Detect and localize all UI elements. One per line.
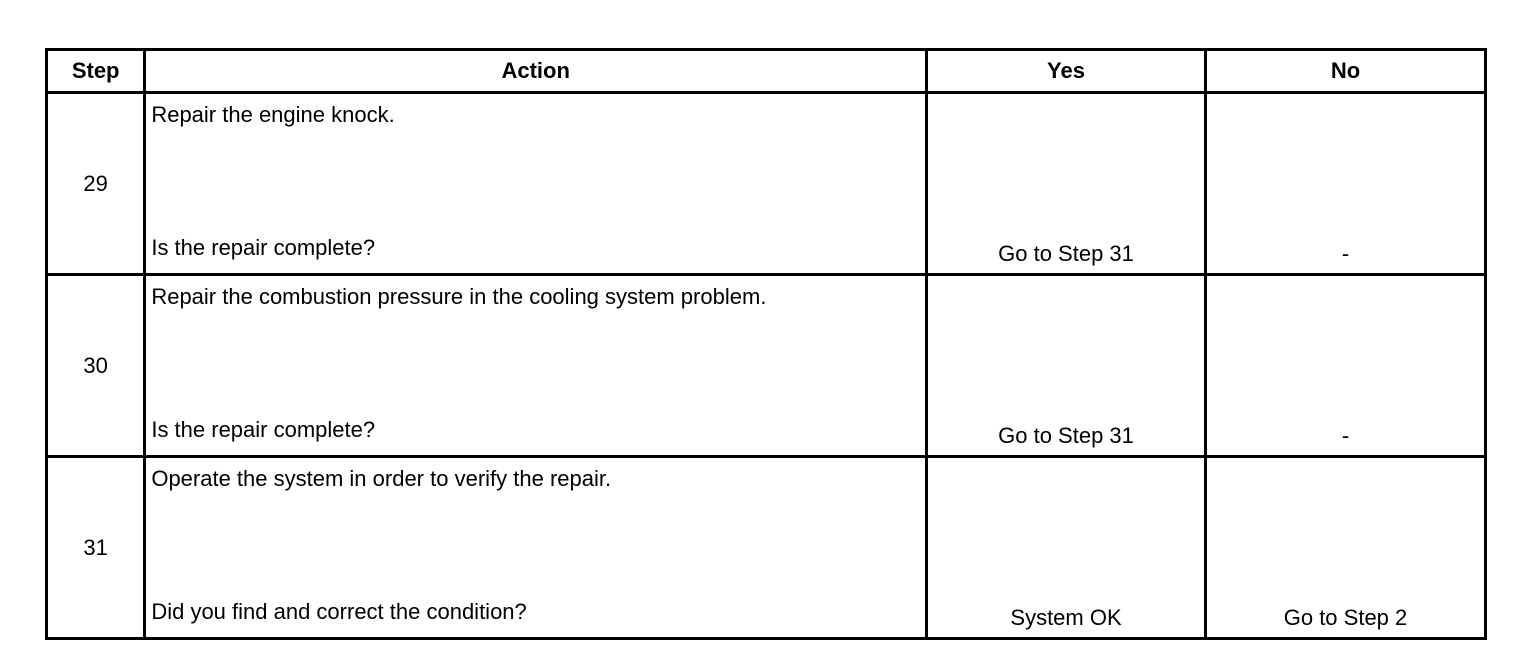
header-action: Action — [145, 50, 927, 93]
step-number: 31 — [47, 457, 145, 639]
action-cell — [145, 275, 927, 457]
header-row — [47, 50, 1486, 93]
action-cell — [145, 457, 927, 639]
table-header — [47, 50, 1486, 93]
table-row — [47, 93, 1486, 275]
header-step: Step — [47, 50, 145, 93]
action-text: Repair the combustion pressure in the cooling system problem. — [151, 284, 767, 309]
yes-result: Go to Step 31 — [927, 93, 1206, 275]
header-no: No — [1206, 50, 1486, 93]
table-body — [47, 93, 1486, 639]
action-question: Is the repair complete? — [151, 417, 376, 442]
no-result: - — [1206, 93, 1486, 275]
step-number: 30 — [47, 275, 145, 457]
action-cell — [145, 93, 927, 275]
header-yes: Yes — [927, 50, 1206, 93]
action-question: Is the repair complete? — [151, 235, 376, 260]
yes-result: Go to Step 31 — [927, 275, 1206, 457]
yes-result: System OK — [927, 457, 1206, 639]
action-text: Repair the engine knock. — [151, 102, 395, 127]
action-question: Did you find and correct the condition? — [151, 599, 527, 624]
action-text: Operate the system in order to verify the repair. — [151, 466, 612, 491]
table-row — [47, 457, 1486, 639]
no-result: - — [1206, 275, 1486, 457]
step-number: 29 — [47, 93, 145, 275]
table-row — [47, 275, 1486, 457]
no-result: Go to Step 2 — [1206, 457, 1486, 639]
diagnostic-table — [45, 48, 1487, 640]
